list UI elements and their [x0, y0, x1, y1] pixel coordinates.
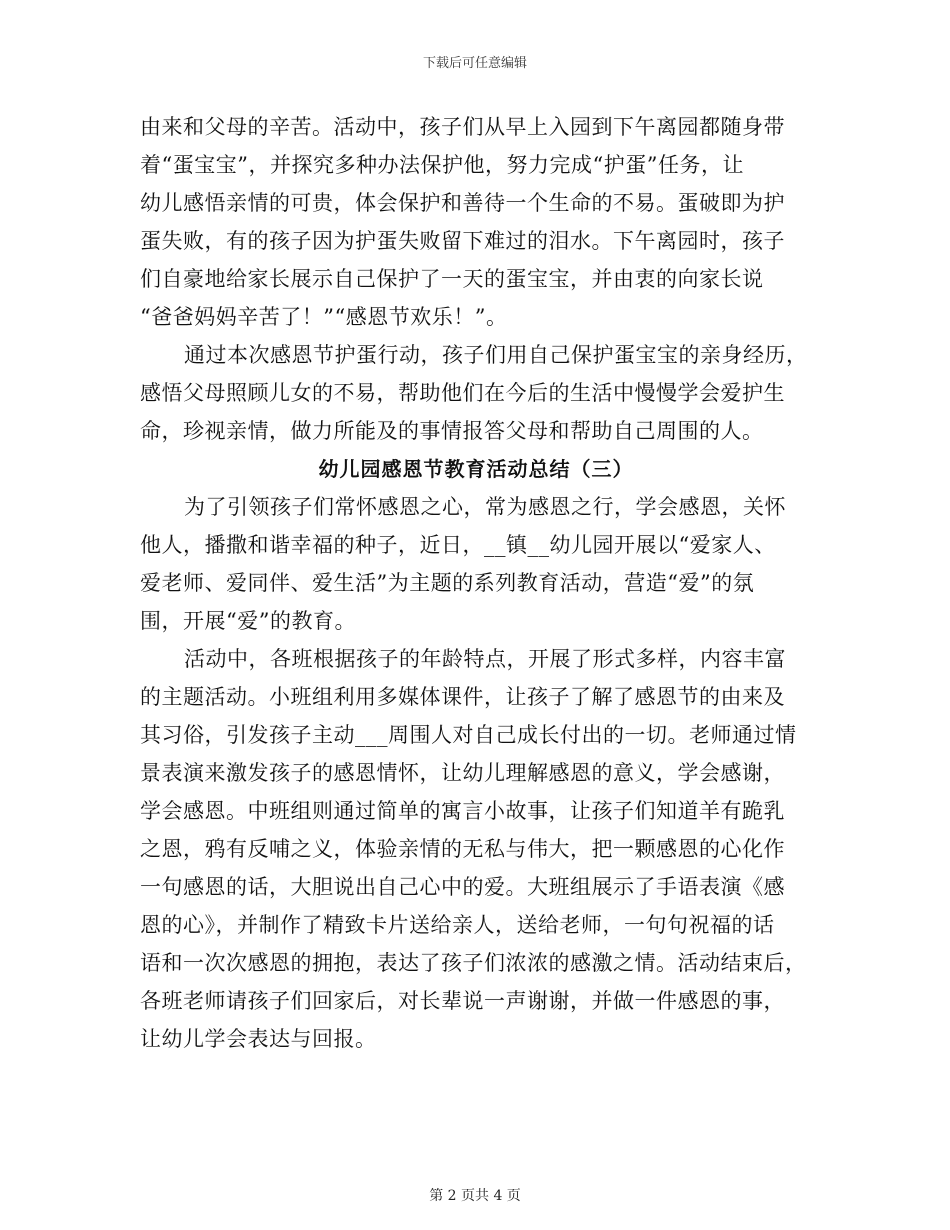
text-line: 的主题活动。小班组利用多媒体课件，让孩子了解了感恩节的由来及 [140, 685, 785, 709]
section-title: 幼儿园感恩节教育活动总结（三） [318, 457, 634, 481]
paragraph [140, 488, 812, 640]
text-line: 其习俗，引发孩子主动___周围人对自己成长付出的一切。老师通过情 [140, 723, 797, 747]
text-line: 由来和父母的辛苦。活动中，孩子们从早上入园到下午离园都随身带 [140, 115, 785, 139]
document-body [140, 108, 812, 1058]
text-line: 景表演来激发孩子的感恩情怀，让幼儿理解感恩的意义，学会感谢， [140, 761, 785, 785]
text-line: 恩的心》，并制作了精致卡片送给亲人，送给老师，一句句祝福的话 [140, 913, 775, 937]
text-line: 感悟父母照顾儿女的不易，帮助他们在今后的生活中慢慢学会爱护生 [140, 381, 785, 405]
text-line: “爸爸妈妈辛苦了！”“感恩节欢乐！”。 [140, 305, 508, 329]
paragraph [140, 640, 812, 1058]
page-header: 下载后可任意编辑 [422, 56, 527, 71]
text-line: 蛋失败，有的孩子因为护蛋失败留下难过的泪水。下午离园时，孩子 [140, 229, 785, 253]
text-line: 一句感恩的话，大胆说出自己心中的爱。大班组展示了手语表演《感 [140, 875, 785, 899]
text-line: 学会感恩。中班组则通过简单的寓言小故事，让孩子们知道羊有跪乳 [140, 799, 785, 823]
text-line: 幼儿感悟亲情的可贵，体会保护和善待一个生命的不易。蛋破即为护 [140, 191, 785, 215]
text-line: 着“蛋宝宝”，并探究多种办法保护他，努力完成“护蛋”任务，让 [140, 153, 744, 177]
text-line: 他人，播撒和谐幸福的种子，近日，__镇__幼儿园开展以“爱家人、 [140, 533, 776, 557]
text-line: 各班老师请孩子们回家后，对长辈说一声谢谢，并做一件感恩的事， [140, 989, 785, 1013]
text-line: 之恩，鸦有反哺之义，体验亲情的无私与伟大，把一颗感恩的心化作 [140, 837, 785, 861]
text-line: 围，开展“爱”的教育。 [140, 609, 356, 633]
text-line: 让幼儿学会表达与回报。 [140, 1027, 377, 1051]
text-line: 为了引领孩子们常怀感恩之心，常为感恩之行，学会感恩，关怀 [184, 495, 786, 519]
paragraph [140, 336, 812, 450]
page-footer: 第 2 页共 4 页 [429, 1188, 521, 1204]
text-line: 爱老师、爱同伴、爱生活”为主题的系列教育活动，营造“爱”的氛 [140, 571, 755, 595]
paragraph [140, 108, 812, 336]
text-line: 语和一次次感恩的拥抱，表达了孩子们浓浓的感激之情。活动结束后， [140, 951, 807, 975]
text-line: 们自豪地给家长展示自己保护了一天的蛋宝宝，并由衷的向家长说 [140, 267, 764, 291]
text-line: 通过本次感恩节护蛋行动，孩子们用自己保护蛋宝宝的亲身经历， [184, 343, 808, 367]
text-line: 命，珍视亲情，做力所能及的事情报答父母和帮助自己周围的人。 [140, 419, 764, 443]
text-line: 活动中，各班根据孩子的年龄特点，开展了形式多样，内容丰富 [184, 647, 786, 671]
